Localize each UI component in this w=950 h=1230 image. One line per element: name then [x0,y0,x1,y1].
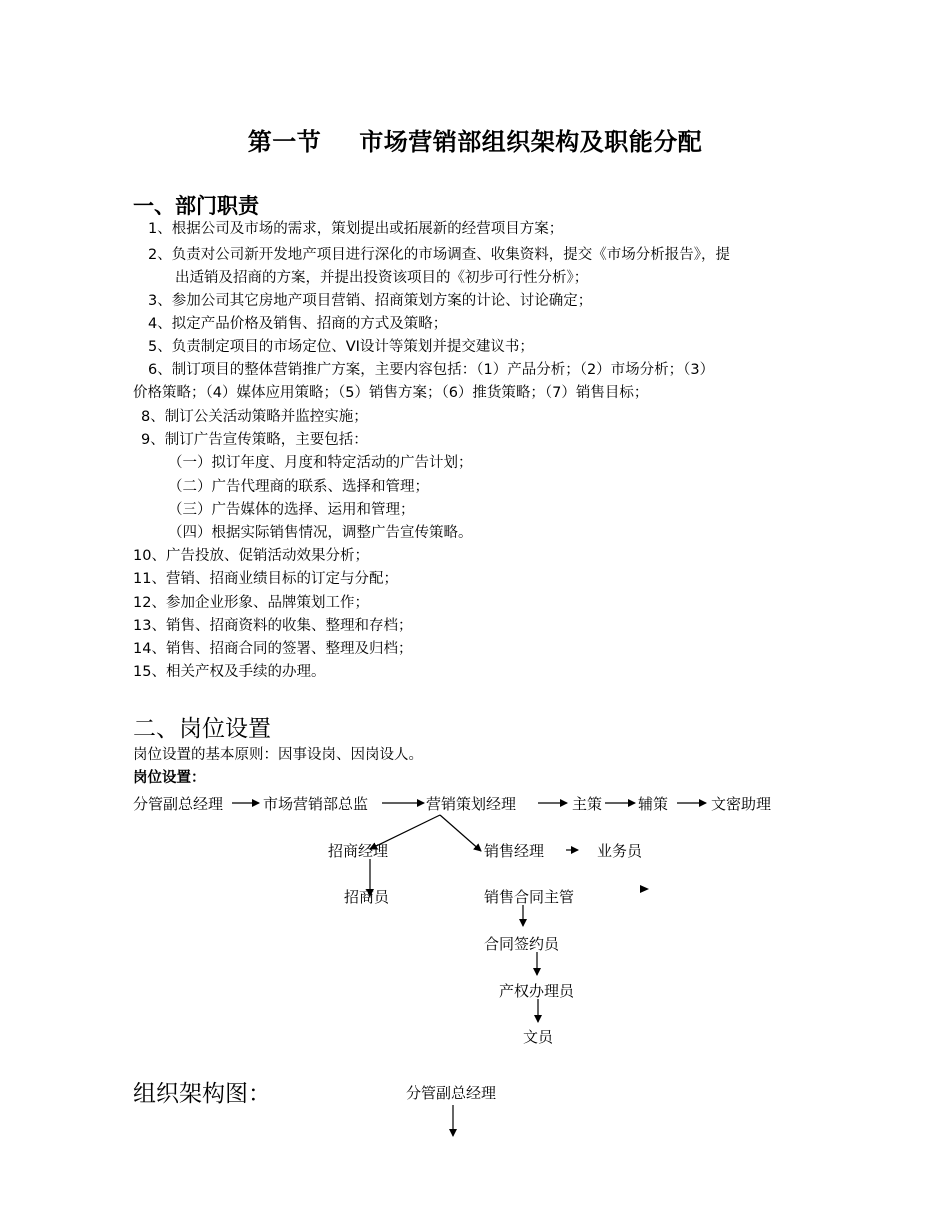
flow-node-vice-gm: 分管副总经理 [133,795,224,813]
flow-node-lead-planner: 主策 [572,795,603,813]
section3-heading: 组织架构图： [133,1081,271,1107]
duty-item-6-cont: 价格策略；（4）媒体应用策略；（5）销售方案；（6）推货策略；（7）销售目标； [133,385,649,401]
duty-item-9: 9、制订广告宣传策略，主要包括： [141,432,368,448]
duty-subitem-2: （二）广告代理商的联系、选择和管理； [168,479,429,495]
duty-item-15: 15、相关产权及手续的办理。 [133,664,326,680]
org-chart-top-node: 分管副总经理 [406,1084,497,1102]
duty-item-3: 3、参加公司其它房地产项目营销、招商策划方案的计论、讨论确定； [148,293,593,309]
duty-item-8: 8、制订公关活动策略并监控实施； [141,409,368,425]
duty-item-12: 12、参加企业形象、品牌策划工作； [133,595,369,611]
duty-subitem-1: （一）拟订年度、月度和特定活动的广告计划； [168,455,473,471]
arrow-planning-to-sales [440,815,481,851]
duty-item-13: 13、销售、招商资料的收集、整理和存档； [133,618,413,634]
duty-item-2-cont: 出适销及招商的方案，并提出投资该项目的《初步可行性分析》； [175,270,589,286]
duty-subitem-4: （四）根据实际销售情况，调整广告宣传策略。 [168,525,473,541]
duty-item-2: 2、负责对公司新开发地产项目进行深化的市场调查、收集资料，提交《市场分析报告》，提 [148,247,730,263]
flow-node-property-clerk: 产权办理员 [499,982,575,1000]
flow-node-planning-manager: 营销策划经理 [426,795,517,813]
section2-heading: 二、岗位设置 [133,716,271,742]
flow-node-contract-signer: 合同签约员 [484,935,560,953]
duty-item-10: 10、广告投放、促销活动效果分析； [133,548,369,564]
flow-node-sales-manager: 销售经理 [484,842,545,860]
flow-node-clerk: 文员 [523,1028,554,1046]
duty-item-11: 11、营销、招商业绩目标的订定与分配； [133,571,398,587]
flow-node-salesperson: 业务员 [597,842,643,860]
stray-arrowhead [640,885,649,893]
flow-node-contract-supervisor: 销售合同主管 [484,888,575,906]
title-section-number: 第一节 [247,128,322,156]
duty-item-5: 5、负责制定项目的市场定位、VI设计等策划并提交建议书； [148,339,534,355]
section2-label: 岗位设置： [133,770,206,786]
arrow-planning-to-leasing [370,815,440,849]
flow-node-secretary-assistant: 文密助理 [711,795,772,813]
duty-item-1: 1、根据公司及市场的需求，策划提出或拓展新的经营项目方案； [148,221,564,237]
duty-item-14: 14、销售、招商合同的签署、整理及归档； [133,641,413,657]
section1-heading: 一、部门职责 [133,194,259,218]
duty-item-6: 6、制订项目的整体营销推广方案，主要内容包括：（1）产品分析；（2）市场分析；（3） [148,362,715,378]
flow-node-assistant-planner: 辅策 [638,795,669,813]
flow-node-marketing-director: 市场营销部总监 [263,795,369,813]
duty-subitem-3: （三）广告媒体的选择、运用和管理； [168,502,415,518]
title-text: 市场营销部组织架构及职能分配 [359,128,703,156]
flow-node-leasing-staff: 招商员 [344,888,390,906]
section2-principle: 岗位设置的基本原则：因事设岗、因岗设人。 [133,747,423,763]
duty-item-4: 4、拟定产品价格及销售、招商的方式及策略； [148,316,448,332]
flow-node-leasing-manager: 招商经理 [328,842,389,860]
